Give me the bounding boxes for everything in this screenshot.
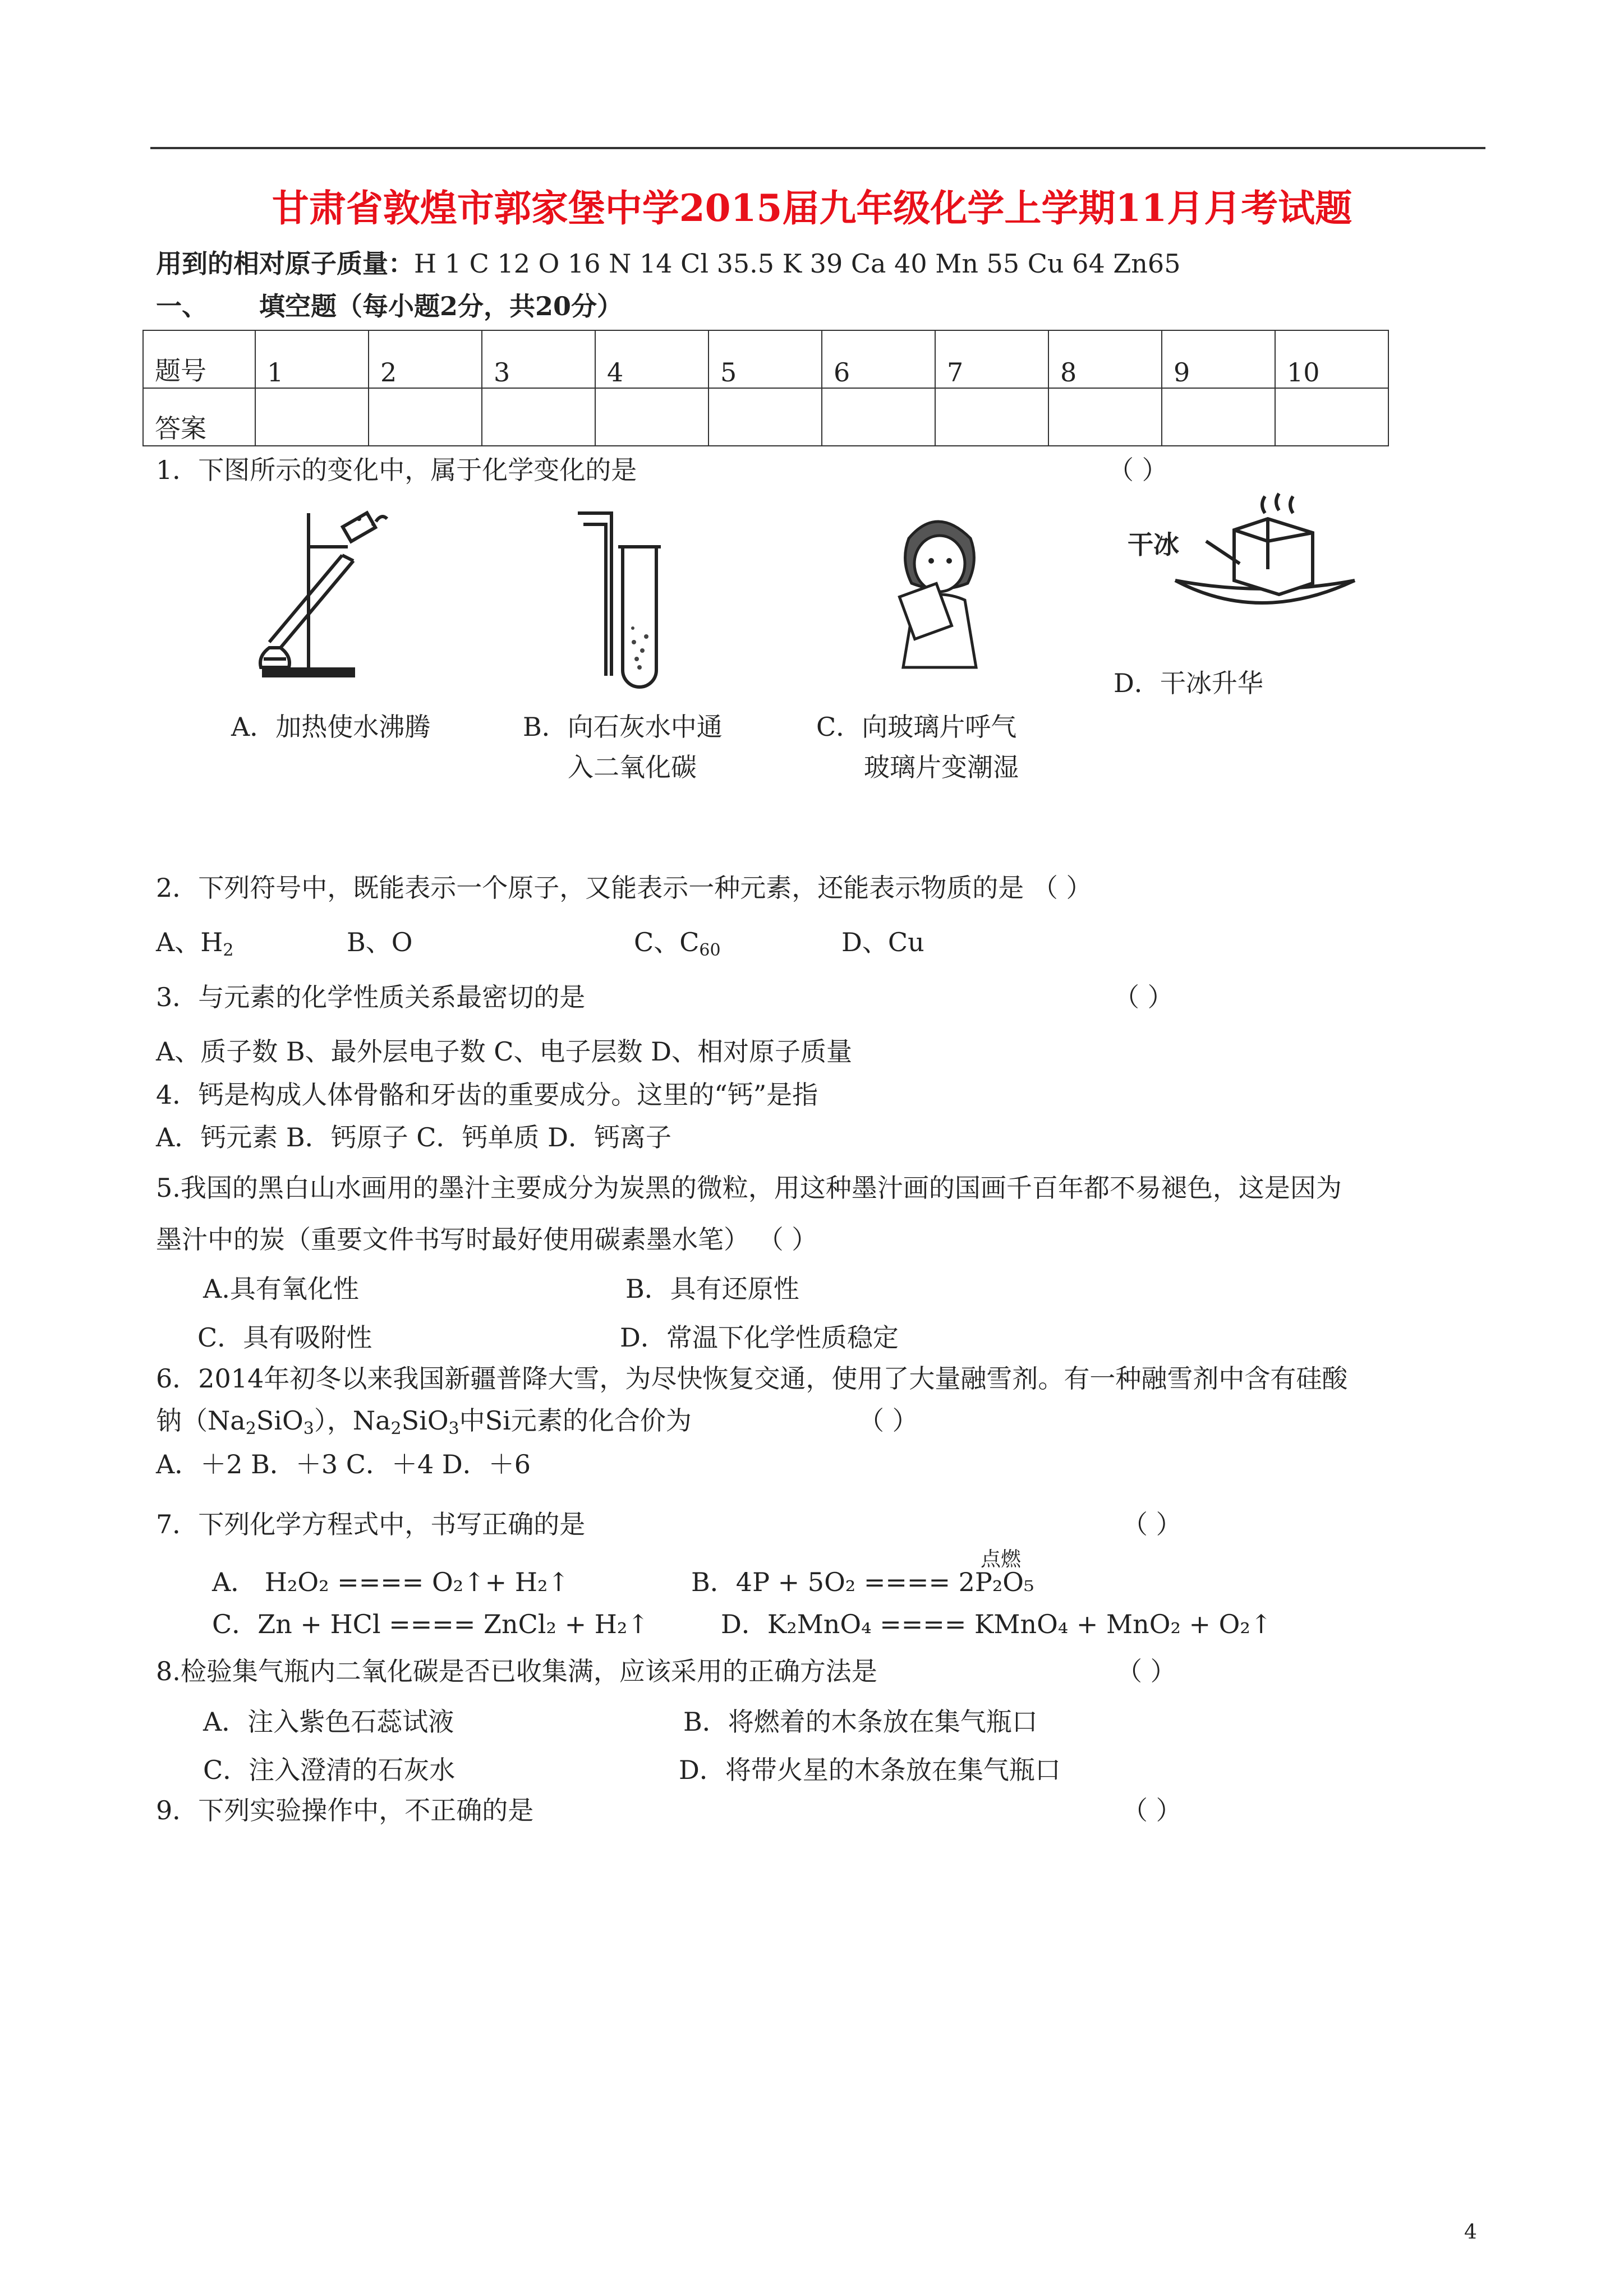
answer-table-header-row — [143, 330, 1388, 388]
answer-cell[interactable] — [935, 388, 1048, 446]
q9-paren: （ ） — [1122, 1795, 1182, 1825]
q5-option-b: B．具有还原性 — [625, 1274, 799, 1304]
q4-options: A．钙元素 B．钙原子 C．钙单质 D．钙离子 — [156, 1122, 671, 1152]
q2-option-b: B、O — [347, 927, 413, 957]
page-title: 甘肃省敦煌市郭家堡中学2015届九年级化学上学期11月月考试题 — [272, 186, 1352, 230]
q1-paren: （ ） — [1108, 455, 1168, 485]
answer-table-num-2: 2 — [369, 330, 482, 388]
answer-cell[interactable] — [255, 388, 369, 446]
q1-option-a: A．加热使水沸腾 — [231, 712, 431, 742]
q2-option-c — [634, 926, 721, 966]
answer-cell[interactable] — [1048, 388, 1162, 446]
q2-option-c-text: C、C — [634, 927, 700, 957]
q7-option-d: D．K₂MnO₄ ==== KMnO₄ + MnO₂ + O₂↑ — [721, 1609, 1272, 1639]
q6-stem-line2 — [156, 1405, 692, 1445]
q6-text-c: ），Na — [314, 1405, 391, 1436]
q5-stem-line2: 墨汁中的炭（重要文件书写时最好使用碳素墨水笔） （ ） — [156, 1224, 818, 1255]
q2-option-a-text: A、H — [156, 927, 223, 957]
answer-table-num-1: 1 — [255, 330, 369, 388]
q6-options: A．＋2 B．＋3 C．＋4 D．＋6 — [156, 1449, 531, 1479]
q1-option-c-line2: 玻璃片变潮湿 — [864, 752, 1019, 782]
q3-paren: （ ） — [1114, 982, 1174, 1012]
q7-stem: 7．下列化学方程式中，书写正确的是 — [156, 1509, 586, 1539]
heating-apparatus-figure — [247, 508, 426, 681]
answer-cell[interactable] — [1275, 388, 1388, 446]
q7-option-b: B．4P + 5O₂ ==== 2P₂O₅ — [691, 1567, 1034, 1597]
q7-condition: 点燃 — [981, 1548, 1022, 1571]
q2-option-d: D、Cu — [841, 927, 924, 957]
q8-option-a: A．注入紫色石蕊试液 — [203, 1707, 454, 1737]
q1-stem: 1．下图所示的变化中，属于化学变化的是 — [156, 455, 637, 485]
q1-option-c-line1: C．向玻璃片呼气 — [816, 712, 1017, 742]
q7-option-c: C．Zn + HCl ==== ZnCl₂ + H₂↑ — [212, 1609, 649, 1639]
girl-breathing-figure — [875, 505, 1004, 673]
answer-cell[interactable] — [482, 388, 595, 446]
test-tube-figure — [572, 508, 673, 693]
q6-sub-d: 3 — [448, 1419, 459, 1439]
q8-stem: 8.检验集气瓶内二氧化碳是否已收集满，应该采用的正确方法是 — [156, 1656, 877, 1686]
q8-option-b: B．将燃着的木条放在集气瓶口 — [683, 1707, 1038, 1737]
q5-option-a: A.具有氧化性 — [203, 1274, 359, 1304]
q1-option-d: D．干冰升华 — [1114, 668, 1263, 698]
q6-paren: （ ） — [858, 1405, 918, 1436]
q3-options: A、质子数 B、最外层电子数 C、电子层数 D、相对原子质量 — [156, 1036, 852, 1067]
answer-cell[interactable] — [1162, 388, 1275, 446]
q3-stem: 3．与元素的化学性质关系最密切的是 — [156, 982, 586, 1012]
answer-table-row-header-answer: 答案 — [143, 388, 255, 446]
q6-text-b: SiO — [256, 1405, 303, 1436]
answer-cell[interactable] — [822, 388, 935, 446]
section-1-heading — [156, 291, 623, 322]
q6-text-a: 钠（Na — [156, 1405, 246, 1436]
answer-table-row-header-number: 题号 — [143, 330, 255, 388]
answer-table-num-10: 10 — [1275, 330, 1388, 388]
answer-table-answer-row — [143, 388, 1388, 446]
q7-paren: （ ） — [1122, 1509, 1182, 1539]
q1-option-b-line2: 入二氧化碳 — [568, 752, 697, 782]
answer-table — [142, 330, 1389, 446]
answer-table-num-6: 6 — [822, 330, 935, 388]
answer-table-num-3: 3 — [482, 330, 595, 388]
atomic-mass-values: H 1 C 12 O 16 N 14 Cl 35.5 K 39 Ca 40 Mn 55 Cu 64 Zn65 — [414, 248, 1181, 279]
section-1-number: 一、 — [156, 291, 208, 321]
q2-option-c-sub: 60 — [699, 940, 721, 960]
answer-cell[interactable] — [369, 388, 482, 446]
q6-text-e: 中Si元素的化合价为 — [459, 1405, 692, 1436]
q6-sub-c: 2 — [390, 1419, 402, 1439]
dry-ice-label: 干冰 — [1128, 529, 1179, 560]
answer-table-num-4: 4 — [595, 330, 709, 388]
q8-paren: （ ） — [1116, 1656, 1176, 1686]
q6-text-d: SiO — [401, 1405, 449, 1436]
answer-cell[interactable] — [595, 388, 709, 446]
q5-option-c: C．具有吸附性 — [197, 1322, 372, 1353]
q2-option-a — [156, 926, 233, 966]
answer-table-num-8: 8 — [1048, 330, 1162, 388]
answer-table-num-7: 7 — [935, 330, 1048, 388]
q1-option-b-line1: B．向石灰水中通 — [523, 712, 723, 742]
answer-table-num-5: 5 — [709, 330, 822, 388]
q2-option-a-sub: 2 — [223, 940, 234, 960]
q5-stem-line1: 5.我国的黑白山水画用的墨汁主要成分为炭黑的微粒，用这种墨汁画的国画千百年都不易褪色，这是因为 — [156, 1173, 1342, 1203]
answer-table-num-9: 9 — [1162, 330, 1275, 388]
q4-stem: 4．钙是构成人体骨骼和牙齿的重要成分。这里的“钙”是指 — [156, 1080, 818, 1110]
dry-ice-figure — [1167, 491, 1369, 620]
atomic-mass-label: 用到的相对原子质量： — [156, 248, 414, 279]
q7-option-a: A． H₂O₂ ==== O₂↑+ H₂↑ — [212, 1567, 569, 1597]
top-rule — [150, 147, 1485, 149]
q6-stem-line1: 6．2014年初冬以来我国新疆普降大雪，为尽快恢复交通，使用了大量融雪剂。有一种融雪剂中含有硅酸 — [156, 1363, 1348, 1394]
answer-cell[interactable] — [709, 388, 822, 446]
q8-option-d: D．将带火星的木条放在集气瓶口 — [679, 1755, 1061, 1785]
q6-sub-a: 2 — [245, 1419, 256, 1439]
section-1-title: 填空题（每小题2分，共20分） — [259, 291, 623, 321]
q6-sub-b: 3 — [303, 1419, 314, 1439]
q8-option-c: C．注入澄清的石灰水 — [203, 1755, 456, 1785]
page-number: 4 — [1464, 2221, 1477, 2244]
q9-stem: 9．下列实验操作中，不正确的是 — [156, 1795, 534, 1825]
q2-stem: 2．下列符号中，既能表示一个原子，又能表示一种元素，还能表示物质的是 （ ） — [156, 873, 1092, 903]
q5-option-d: D．常温下化学性质稳定 — [620, 1322, 899, 1353]
atomic-mass-line — [156, 248, 1180, 279]
